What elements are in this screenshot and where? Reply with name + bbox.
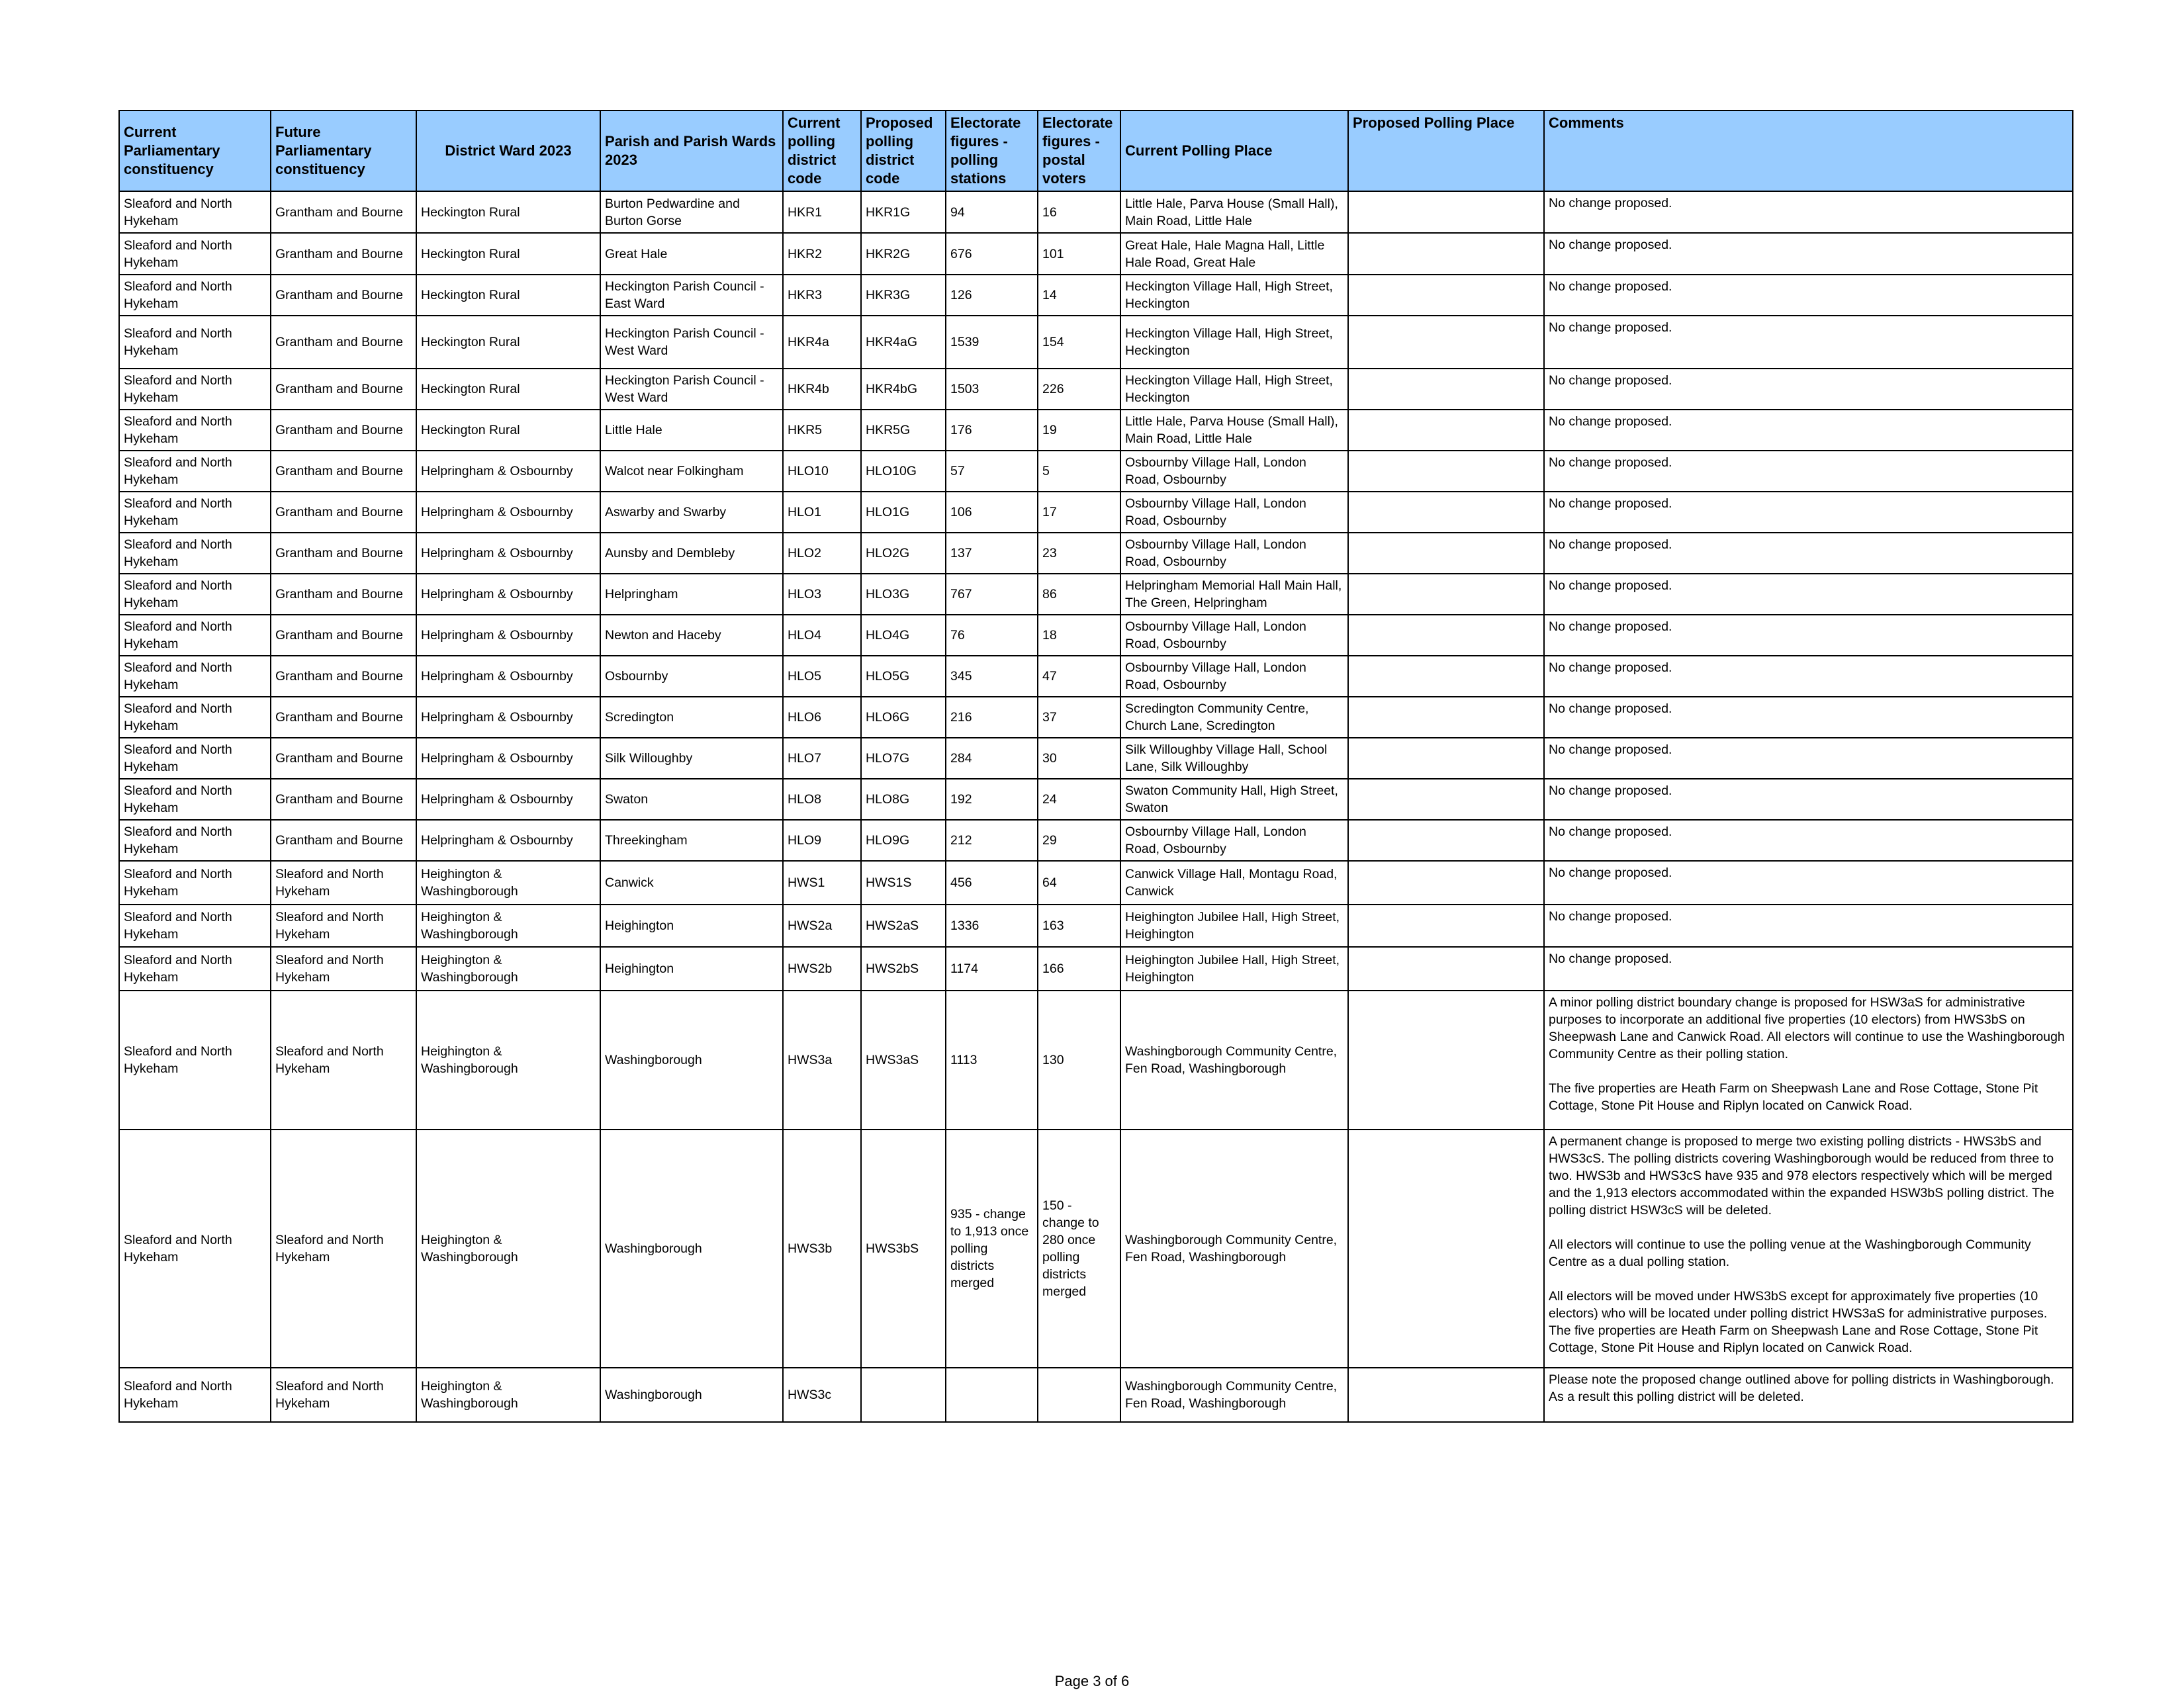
cell-district-ward: Helpringham & Osbournby [416,697,600,738]
cell-parish-ward: Aswarby and Swarby [600,492,783,533]
cell-proposed-district-code: HKR4bG [861,369,946,410]
table-row [119,1368,2073,1422]
cell-proposed-district-code: HLO3G [861,574,946,615]
cell-current-district-code: HLO6 [783,697,861,738]
cell-current-district-code: HWS3c [783,1368,861,1422]
cell-current-district-code: HLO2 [783,533,861,574]
cell-proposed-polling-place [1348,697,1544,738]
cell-current-constituency: Sleaford and North Hykeham [119,656,271,697]
cell-current-constituency: Sleaford and North Hykeham [119,410,271,451]
cell-electorate-polling: 126 [946,275,1038,316]
cell-parish-ward: Aunsby and Dembleby [600,533,783,574]
table-row [119,233,2073,275]
cell-district-ward: Heckington Rural [416,410,600,451]
cell-proposed-polling-place [1348,738,1544,779]
cell-electorate-postal: 17 [1038,492,1120,533]
cell-proposed-polling-place [1348,451,1544,492]
cell-comment: No change proposed. [1544,275,2073,316]
cell-current-polling-place: Osbournby Village Hall, London Road, Osbournby [1120,533,1348,574]
cell-electorate-polling: 57 [946,451,1038,492]
cell-future-constituency: Grantham and Bourne [271,451,416,492]
cell-proposed-polling-place [1348,369,1544,410]
cell-proposed-district-code: HKR2G [861,233,946,275]
cell-proposed-district-code: HLO10G [861,451,946,492]
cell-current-constituency: Sleaford and North Hykeham [119,451,271,492]
cell-electorate-polling: 76 [946,615,1038,656]
table-row [119,1130,2073,1368]
cell-proposed-district-code: HWS2aS [861,905,946,947]
header-electorate-polling: Electorate figures - polling stations [946,111,1038,191]
cell-current-constituency: Sleaford and North Hykeham [119,533,271,574]
header-comments: Comments [1544,111,2073,191]
header-current-polling-place: Current Polling Place [1120,111,1348,191]
table-row [119,656,2073,697]
cell-current-polling-place: Washingborough Community Centre, Fen Road, Washingborough [1120,1130,1348,1368]
header-proposed-polling-place: Proposed Polling Place [1348,111,1544,191]
cell-electorate-postal: 16 [1038,191,1120,233]
cell-electorate-postal: 14 [1038,275,1120,316]
cell-parish-ward: Swaton [600,779,783,820]
cell-current-district-code: HKR5 [783,410,861,451]
table-row [119,191,2073,233]
table-row [119,615,2073,656]
cell-comment: No change proposed. [1544,820,2073,861]
cell-parish-ward: Washingborough [600,1368,783,1422]
cell-comment: No change proposed. [1544,533,2073,574]
cell-future-constituency: Sleaford and North Hykeham [271,861,416,905]
table-row [119,574,2073,615]
cell-comment: A minor polling district boundary change is proposed for HSW3aS for administrative purposes to incorporate an additional five properties (10 electors) from HWS3bS on Sheepwash Lane and Canwick Road. All electors will continue to use the Washingborough Community Centre as their polling station. The five properties are Heath Farm on Sheepwash Lane and Rose Cottage, Stone Pit Cottage, Stone Pit House and Riplyn located on Canwick Road. [1544,991,2073,1130]
cell-current-constituency: Sleaford and North Hykeham [119,492,271,533]
cell-electorate-polling: 176 [946,410,1038,451]
cell-electorate-postal: 166 [1038,947,1120,991]
cell-district-ward: Helpringham & Osbournby [416,615,600,656]
cell-current-district-code: HLO10 [783,451,861,492]
cell-current-polling-place: Heckington Village Hall, High Street, Heckington [1120,275,1348,316]
cell-electorate-postal: 86 [1038,574,1120,615]
cell-current-polling-place: Osbournby Village Hall, London Road, Osbournby [1120,492,1348,533]
cell-proposed-polling-place [1348,410,1544,451]
cell-future-constituency: Grantham and Bourne [271,369,416,410]
cell-proposed-polling-place [1348,656,1544,697]
cell-district-ward: Helpringham & Osbournby [416,779,600,820]
cell-electorate-postal: 163 [1038,905,1120,947]
cell-current-constituency: Sleaford and North Hykeham [119,861,271,905]
cell-district-ward: Helpringham & Osbournby [416,820,600,861]
cell-proposed-district-code: HLO9G [861,820,946,861]
cell-comment: No change proposed. [1544,615,2073,656]
cell-proposed-district-code: HLO5G [861,656,946,697]
cell-proposed-polling-place [1348,905,1544,947]
cell-proposed-polling-place [1348,1368,1544,1422]
cell-future-constituency: Grantham and Bourne [271,410,416,451]
table-row [119,697,2073,738]
cell-parish-ward: Silk Willoughby [600,738,783,779]
cell-proposed-polling-place [1348,233,1544,275]
cell-proposed-district-code: HWS2bS [861,947,946,991]
cell-current-district-code: HKR4b [783,369,861,410]
cell-electorate-postal: 29 [1038,820,1120,861]
cell-current-constituency: Sleaford and North Hykeham [119,779,271,820]
cell-current-polling-place: Little Hale, Parva House (Small Hall), Main Road, Little Hale [1120,410,1348,451]
cell-electorate-polling: 456 [946,861,1038,905]
cell-future-constituency: Grantham and Bourne [271,656,416,697]
cell-parish-ward: Washingborough [600,1130,783,1368]
cell-electorate-postal: 37 [1038,697,1120,738]
cell-future-constituency: Grantham and Bourne [271,697,416,738]
cell-electorate-polling: 137 [946,533,1038,574]
cell-electorate-postal: 5 [1038,451,1120,492]
cell-parish-ward: Little Hale [600,410,783,451]
cell-electorate-polling: 345 [946,656,1038,697]
cell-electorate-polling: 106 [946,492,1038,533]
header-district-ward: District Ward 2023 [416,111,600,191]
cell-current-constituency: Sleaford and North Hykeham [119,316,271,369]
cell-district-ward: Heckington Rural [416,191,600,233]
cell-proposed-polling-place [1348,615,1544,656]
cell-current-polling-place: Heighington Jubilee Hall, High Street, Heighington [1120,947,1348,991]
cell-current-constituency: Sleaford and North Hykeham [119,233,271,275]
cell-current-district-code: HWS3b [783,1130,861,1368]
cell-current-polling-place: Washingborough Community Centre, Fen Road, Washingborough [1120,991,1348,1130]
cell-electorate-polling: 94 [946,191,1038,233]
cell-electorate-polling: 1336 [946,905,1038,947]
cell-future-constituency: Grantham and Bourne [271,316,416,369]
cell-future-constituency: Sleaford and North Hykeham [271,1130,416,1368]
table-row [119,451,2073,492]
cell-parish-ward: Threekingham [600,820,783,861]
cell-current-constituency: Sleaford and North Hykeham [119,905,271,947]
cell-current-district-code: HWS2b [783,947,861,991]
cell-electorate-polling [946,1368,1038,1422]
cell-electorate-postal: 30 [1038,738,1120,779]
cell-current-district-code: HLO9 [783,820,861,861]
cell-current-polling-place: Scredington Community Centre, Church Lane, Scredington [1120,697,1348,738]
cell-proposed-district-code: HLO7G [861,738,946,779]
cell-electorate-polling: 1539 [946,316,1038,369]
cell-current-polling-place: Swaton Community Hall, High Street, Swaton [1120,779,1348,820]
cell-future-constituency: Sleaford and North Hykeham [271,991,416,1130]
cell-comment: No change proposed. [1544,656,2073,697]
cell-electorate-polling: 216 [946,697,1038,738]
cell-proposed-district-code: HLO6G [861,697,946,738]
cell-electorate-polling: 212 [946,820,1038,861]
cell-district-ward: Heighington & Washingborough [416,905,600,947]
table-row [119,947,2073,991]
cell-electorate-postal: 47 [1038,656,1120,697]
cell-future-constituency: Grantham and Bourne [271,275,416,316]
cell-district-ward: Heighington & Washingborough [416,947,600,991]
cell-proposed-district-code: HWS3bS [861,1130,946,1368]
cell-comment: No change proposed. [1544,738,2073,779]
cell-district-ward: Heighington & Washingborough [416,1130,600,1368]
cell-current-polling-place: Helpringham Memorial Hall Main Hall, The Green, Helpringham [1120,574,1348,615]
cell-current-district-code: HLO7 [783,738,861,779]
cell-district-ward: Heighington & Washingborough [416,991,600,1130]
cell-district-ward: Heckington Rural [416,316,600,369]
cell-district-ward: Heckington Rural [416,275,600,316]
cell-current-district-code: HKR4a [783,316,861,369]
cell-current-constituency: Sleaford and North Hykeham [119,947,271,991]
cell-current-district-code: HKR1 [783,191,861,233]
cell-electorate-postal: 24 [1038,779,1120,820]
cell-current-district-code: HLO4 [783,615,861,656]
cell-district-ward: Helpringham & Osbournby [416,492,600,533]
cell-district-ward: Heighington & Washingborough [416,1368,600,1422]
cell-proposed-district-code: HKR5G [861,410,946,451]
cell-current-constituency: Sleaford and North Hykeham [119,191,271,233]
cell-proposed-polling-place [1348,779,1544,820]
cell-proposed-polling-place [1348,1130,1544,1368]
cell-comment: No change proposed. [1544,947,2073,991]
table-row [119,820,2073,861]
table-row [119,905,2073,947]
cell-electorate-polling: 935 - change to 1,913 once polling districts merged [946,1130,1038,1368]
cell-future-constituency: Grantham and Bourne [271,191,416,233]
cell-current-constituency: Sleaford and North Hykeham [119,738,271,779]
cell-proposed-district-code: HWS1S [861,861,946,905]
table-row [119,492,2073,533]
cell-current-polling-place: Washingborough Community Centre, Fen Road, Washingborough [1120,1368,1348,1422]
cell-proposed-district-code: HKR4aG [861,316,946,369]
table-row [119,738,2073,779]
cell-proposed-polling-place [1348,861,1544,905]
cell-proposed-polling-place [1348,492,1544,533]
cell-comment: No change proposed. [1544,191,2073,233]
table-row [119,991,2073,1130]
cell-proposed-district-code: HLO1G [861,492,946,533]
cell-electorate-polling: 676 [946,233,1038,275]
cell-parish-ward: Burton Pedwardine and Burton Gorse [600,191,783,233]
cell-proposed-polling-place [1348,191,1544,233]
cell-proposed-polling-place [1348,820,1544,861]
cell-current-district-code: HLO5 [783,656,861,697]
cell-proposed-district-code: HLO2G [861,533,946,574]
cell-proposed-district-code: HKR1G [861,191,946,233]
cell-electorate-postal: 101 [1038,233,1120,275]
cell-electorate-polling: 1503 [946,369,1038,410]
cell-proposed-polling-place [1348,316,1544,369]
cell-parish-ward: Heckington Parish Council - West Ward [600,316,783,369]
cell-parish-ward: Heckington Parish Council - East Ward [600,275,783,316]
cell-proposed-polling-place [1348,947,1544,991]
header-row [119,111,2073,191]
cell-electorate-polling: 284 [946,738,1038,779]
cell-current-district-code: HWS3a [783,991,861,1130]
cell-electorate-polling: 1174 [946,947,1038,991]
cell-future-constituency: Grantham and Bourne [271,615,416,656]
cell-current-district-code: HWS1 [783,861,861,905]
cell-current-constituency: Sleaford and North Hykeham [119,615,271,656]
cell-current-polling-place: Little Hale, Parva House (Small Hall), Main Road, Little Hale [1120,191,1348,233]
header-current-constituency: Current Parliamentary constituency [119,111,271,191]
cell-parish-ward: Walcot near Folkingham [600,451,783,492]
cell-parish-ward: Osbournby [600,656,783,697]
page-number: Page 3 of 6 [1054,1673,1130,1689]
cell-current-polling-place: Osbournby Village Hall, London Road, Osbournby [1120,451,1348,492]
cell-comment: No change proposed. [1544,861,2073,905]
cell-district-ward: Heckington Rural [416,233,600,275]
cell-electorate-postal: 130 [1038,991,1120,1130]
cell-current-constituency: Sleaford and North Hykeham [119,574,271,615]
header-current-district-code: Current polling district code [783,111,861,191]
cell-parish-ward: Newton and Haceby [600,615,783,656]
cell-proposed-district-code: HLO8G [861,779,946,820]
cell-current-polling-place: Osbournby Village Hall, London Road, Osbournby [1120,656,1348,697]
cell-future-constituency: Sleaford and North Hykeham [271,905,416,947]
cell-comment: Please note the proposed change outlined above for polling districts in Washingborough. As a result this polling district will be deleted. [1544,1368,2073,1422]
cell-current-constituency: Sleaford and North Hykeham [119,1368,271,1422]
cell-electorate-postal: 64 [1038,861,1120,905]
cell-current-polling-place: Silk Willoughby Village Hall, School Lane, Silk Willoughby [1120,738,1348,779]
cell-current-polling-place: Canwick Village Hall, Montagu Road, Canwick [1120,861,1348,905]
header-electorate-postal: Electorate figures - postal voters [1038,111,1120,191]
cell-future-constituency: Grantham and Bourne [271,533,416,574]
cell-current-polling-place: Heighington Jubilee Hall, High Street, Heighington [1120,905,1348,947]
cell-electorate-postal: 154 [1038,316,1120,369]
cell-current-district-code: HLO8 [783,779,861,820]
cell-electorate-polling: 1113 [946,991,1038,1130]
cell-current-district-code: HWS2a [783,905,861,947]
cell-current-polling-place: Osbournby Village Hall, London Road, Osbournby [1120,820,1348,861]
cell-proposed-polling-place [1348,275,1544,316]
cell-parish-ward: Washingborough [600,991,783,1130]
cell-current-constituency: Sleaford and North Hykeham [119,697,271,738]
cell-district-ward: Helpringham & Osbournby [416,656,600,697]
cell-future-constituency: Grantham and Bourne [271,738,416,779]
cell-future-constituency: Grantham and Bourne [271,233,416,275]
cell-comment: No change proposed. [1544,369,2073,410]
cell-proposed-district-code: HWS3aS [861,991,946,1130]
cell-future-constituency: Grantham and Bourne [271,492,416,533]
cell-electorate-postal: 150 - change to 280 once polling districts merged [1038,1130,1120,1368]
cell-comment: No change proposed. [1544,574,2073,615]
cell-future-constituency: Sleaford and North Hykeham [271,947,416,991]
cell-district-ward: Helpringham & Osbournby [416,451,600,492]
cell-current-polling-place: Osbournby Village Hall, London Road, Osbournby [1120,615,1348,656]
cell-comment: No change proposed. [1544,233,2073,275]
cell-electorate-postal: 226 [1038,369,1120,410]
cell-comment: No change proposed. [1544,905,2073,947]
cell-electorate-polling: 192 [946,779,1038,820]
cell-current-district-code: HLO1 [783,492,861,533]
cell-electorate-postal: 18 [1038,615,1120,656]
cell-parish-ward: Scredington [600,697,783,738]
table-row [119,533,2073,574]
cell-current-constituency: Sleaford and North Hykeham [119,991,271,1130]
cell-future-constituency: Grantham and Bourne [271,820,416,861]
cell-future-constituency: Sleaford and North Hykeham [271,1368,416,1422]
cell-current-constituency: Sleaford and North Hykeham [119,1130,271,1368]
cell-comment: No change proposed. [1544,451,2073,492]
cell-parish-ward: Great Hale [600,233,783,275]
cell-current-district-code: HLO3 [783,574,861,615]
cell-comment: No change proposed. [1544,697,2073,738]
cell-district-ward: Heckington Rural [416,369,600,410]
cell-electorate-postal: 23 [1038,533,1120,574]
cell-comment: A permanent change is proposed to merge two existing polling districts - HWS3bS and HWS3cS. The polling districts covering Washingborough would be reduced from three to two. HWS3b and HWS3cS have 935 and 978 electors respectively which will be merged and the 1,913 electors accommodated within the expanded HSW3bS polling district. The polling district HSW3cS will be deleted. All electors will continue to use the polling venue at the Washingborough Community Centre as a dual polling station. All electors will be moved under HWS3bS except for approximately five properties (10 electors) who will be located under polling district HWS3aS for administrative purposes. The five properties are Heath Farm on Sheepwash Lane and Rose Cottage, Stone Pit Cottage, Stone Pit House and Riplyn located on Canwick Road. [1544,1130,2073,1368]
cell-current-constituency: Sleaford and North Hykeham [119,820,271,861]
cell-current-district-code: HKR3 [783,275,861,316]
cell-electorate-polling: 767 [946,574,1038,615]
cell-proposed-district-code [861,1368,946,1422]
cell-future-constituency: Grantham and Bourne [271,574,416,615]
cell-district-ward: Helpringham & Osbournby [416,574,600,615]
cell-district-ward: Heighington & Washingborough [416,861,600,905]
cell-parish-ward: Heighington [600,905,783,947]
table-row [119,369,2073,410]
cell-proposed-polling-place [1348,991,1544,1130]
polling-districts-table [118,110,2073,1423]
cell-parish-ward: Helpringham [600,574,783,615]
cell-current-district-code: HKR2 [783,233,861,275]
cell-electorate-postal [1038,1368,1120,1422]
table-row [119,779,2073,820]
cell-district-ward: Helpringham & Osbournby [416,738,600,779]
cell-proposed-polling-place [1348,533,1544,574]
cell-comment: No change proposed. [1544,410,2073,451]
cell-proposed-district-code: HLO4G [861,615,946,656]
cell-current-polling-place: Heckington Village Hall, High Street, Heckington [1120,316,1348,369]
header-proposed-district-code: Proposed polling district code [861,111,946,191]
table-row [119,275,2073,316]
cell-comment: No change proposed. [1544,779,2073,820]
cell-parish-ward: Canwick [600,861,783,905]
cell-current-constituency: Sleaford and North Hykeham [119,275,271,316]
cell-district-ward: Helpringham & Osbournby [416,533,600,574]
cell-parish-ward: Heighington [600,947,783,991]
cell-proposed-polling-place [1348,574,1544,615]
cell-current-constituency: Sleaford and North Hykeham [119,369,271,410]
cell-comment: No change proposed. [1544,316,2073,369]
header-future-constituency: Future Parliamentary constituency [271,111,416,191]
table-row [119,316,2073,369]
cell-future-constituency: Grantham and Bourne [271,779,416,820]
cell-comment: No change proposed. [1544,492,2073,533]
cell-parish-ward: Heckington Parish Council - West Ward [600,369,783,410]
header-parish-wards: Parish and Parish Wards 2023 [600,111,783,191]
table-row [119,861,2073,905]
cell-proposed-district-code: HKR3G [861,275,946,316]
table-row [119,410,2073,451]
cell-current-polling-place: Heckington Village Hall, High Street, Heckington [1120,369,1348,410]
cell-current-polling-place: Great Hale, Hale Magna Hall, Little Hale Road, Great Hale [1120,233,1348,275]
cell-electorate-postal: 19 [1038,410,1120,451]
